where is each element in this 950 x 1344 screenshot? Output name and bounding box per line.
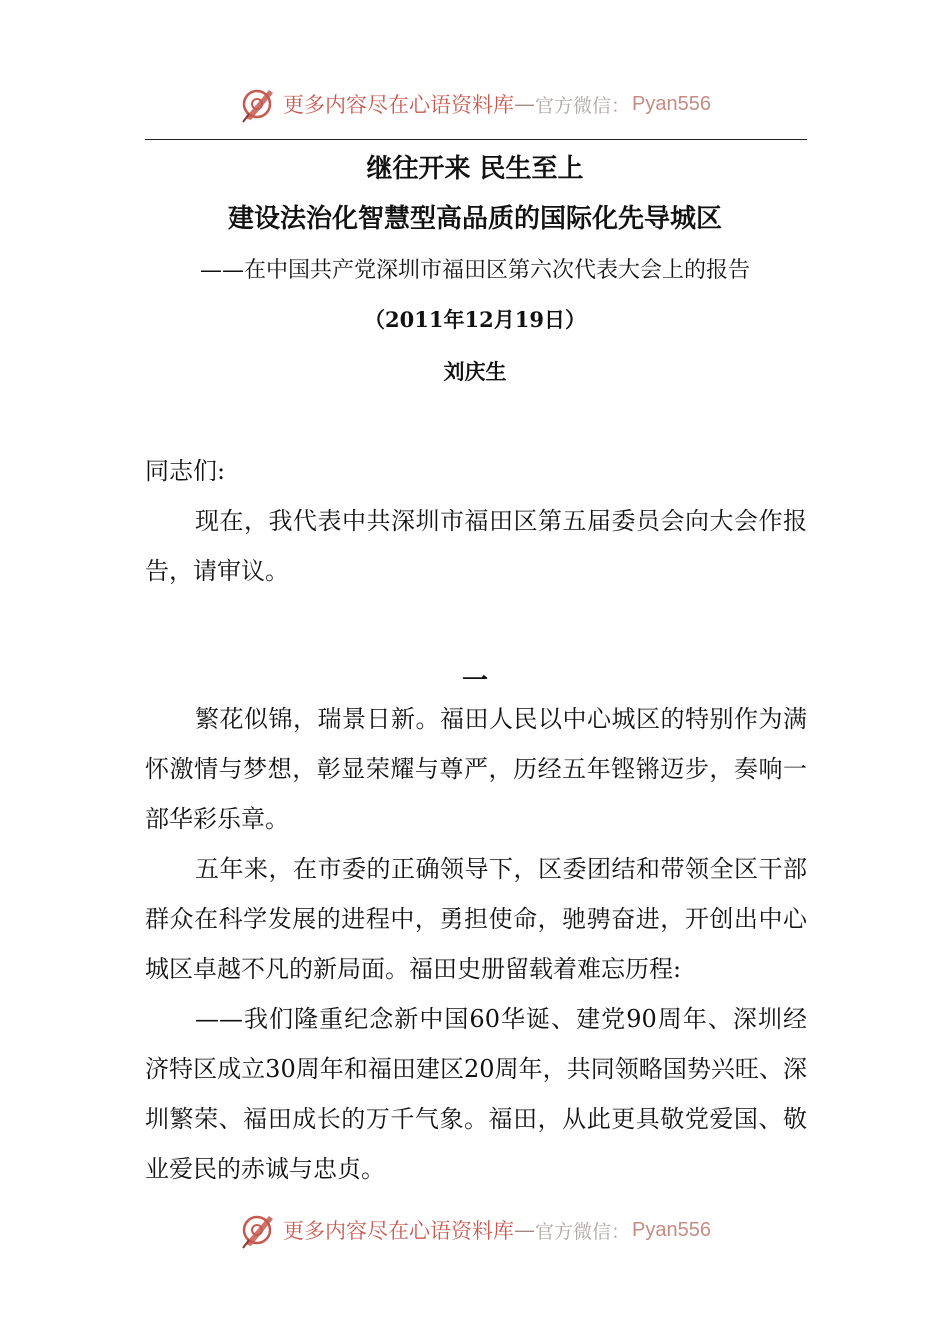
watermark-separator: —	[514, 1218, 535, 1242]
intro-block	[145, 496, 807, 596]
quill-logo-icon	[239, 84, 279, 124]
watermark-text: 更多内容尽在心语资料库	[283, 1219, 514, 1243]
watermark-wechat-id: Pyan556	[632, 1218, 711, 1241]
intro-paragraph: 现在，我代表中共深圳市福田区第五届委员会向大会作报告，请审议。	[145, 507, 807, 585]
watermark-separator: —	[514, 92, 535, 116]
watermark-banner-top	[0, 82, 950, 126]
section-number: 一	[461, 666, 488, 696]
section-body	[145, 694, 807, 1194]
report-date: （2011年12月19日）	[364, 307, 586, 332]
header-divider	[145, 139, 807, 140]
paragraph: 五年来，在市委的正确领导下，区委团结和带领全区干部群众在科学发展的进程中，勇担使命，驰骋奋进，开创出中心城区卓越不凡的新局面。福田史册留载着难忘历程:	[145, 855, 807, 983]
greeting: 同志们:	[145, 457, 226, 485]
watermark-wechat-label: 官方微信：	[535, 94, 631, 117]
watermark-banner-bottom	[0, 1208, 950, 1252]
quill-logo-icon	[239, 1210, 279, 1250]
watermark-text: 更多内容尽在心语资料库	[283, 93, 514, 117]
greeting-block	[145, 446, 807, 496]
watermark-wechat-id: Pyan556	[632, 92, 711, 115]
report-author: 刘庆生	[443, 359, 507, 384]
paragraph: 繁花似锦，瑞景日新。福田人民以中心城区的特别作为满怀激情与梦想，彰显荣耀与尊严，历经五年铿锵迈步，奏响一部华彩乐章。	[145, 705, 807, 833]
paragraph: ——我们隆重纪念新中国60华诞、建党90周年、深圳经济特区成立30周年和福田建区20周年，共同领略国势兴旺、深圳繁荣、福田成长的万千气象。福田，从此更具敬党爱国、敬业爱民的赤诚与忠贞。	[145, 1005, 807, 1183]
title-line-2: 建设法治化智慧型高品质的国际化先导城区	[227, 204, 722, 234]
report-subtitle: ——在中国共产党深圳市福田区第六次代表大会上的报告	[199, 258, 750, 283]
watermark-wechat-label: 官方微信：	[535, 1220, 631, 1243]
title-line-1: 继往开来 民生至上	[366, 154, 584, 184]
